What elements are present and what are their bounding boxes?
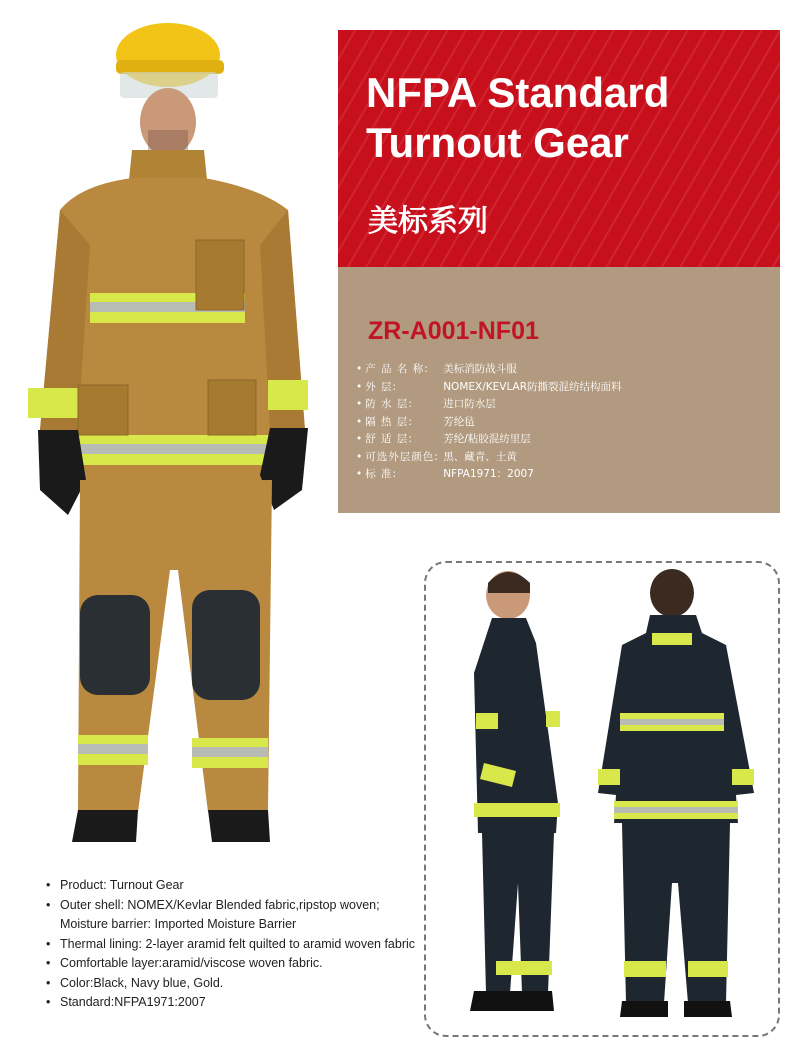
spec-label: 舒 适 层:	[365, 433, 413, 445]
chinese-spec-list	[356, 361, 622, 484]
spec-value: 美标消防战斗服	[443, 363, 517, 375]
spec-row	[356, 449, 622, 467]
spec-label: 标 准:	[365, 468, 398, 480]
list-item: • Product: Turnout Gear	[44, 876, 424, 896]
spec-value: 芳纶毡	[443, 415, 475, 428]
spec-row	[356, 396, 622, 414]
spec-label: 外 层:	[365, 380, 398, 393]
list-item: Moisture barrier: Imported Moisture Barrier	[60, 917, 297, 931]
english-spec-list	[44, 876, 424, 1013]
page-title: NFPA Standard Turnout Gear	[366, 69, 670, 166]
spec-value: 黑、藏青、土黄	[443, 450, 517, 463]
chinese-subtitle: 美标系列	[368, 204, 488, 239]
spec-label: 产 品 名 称:	[365, 363, 429, 375]
spec-label: 隔 热 层:	[365, 415, 413, 428]
spec-label: 防 水 层:	[365, 398, 413, 410]
spec-row	[356, 361, 622, 379]
list-item: • Thermal lining: 2-layer aramid felt quilted to aramid woven fabric	[44, 935, 424, 955]
navy-turnout-gear-photo	[426, 563, 778, 1035]
gold-turnout-gear-photo	[20, 10, 330, 850]
spec-value: NOMEX/KEVLAR防撕裂混纺结构面料	[443, 380, 622, 393]
list-item: • Color:Black, Navy blue, Gold.	[44, 974, 424, 994]
spec-row	[356, 414, 622, 432]
spec-row	[356, 379, 622, 397]
navy-gear-views-frame	[424, 561, 780, 1037]
spec-panel	[338, 267, 780, 513]
spec-value: 芳纶/粘胶混纺里层	[443, 433, 531, 445]
title-banner	[338, 30, 780, 267]
spec-row	[356, 466, 622, 484]
spec-value: NFPA1971：2007	[443, 468, 534, 480]
list-item: • Comfortable layer:aramid/viscose woven fabric.	[44, 954, 424, 974]
list-item: • Standard:NFPA1971:2007	[44, 993, 424, 1013]
spec-label: 可选外层颜色:	[365, 450, 439, 463]
list-item: • Outer shell: NOMEX/Kevlar Blended fabric,ripstop woven;	[44, 896, 424, 916]
model-number: ZR-A001-NF01	[368, 317, 539, 345]
spec-row	[356, 431, 622, 449]
spec-value: 进口防水层	[443, 398, 496, 410]
